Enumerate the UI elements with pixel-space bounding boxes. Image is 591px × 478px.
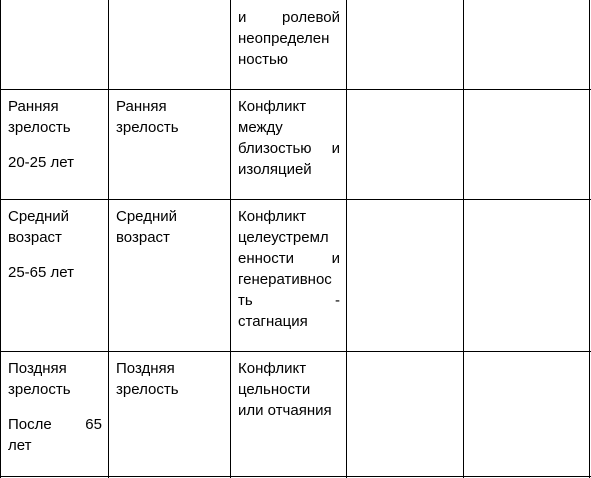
table-cell-row3-period [116, 358, 224, 400]
table-cell-row1-stage [8, 96, 102, 173]
cell-line: Конфликт [238, 98, 307, 115]
table-cell-row3-conflict [238, 358, 340, 421]
table-border-left [0, 0, 1, 478]
cell-line: Конфликт [238, 208, 307, 225]
cell-spacer [8, 400, 102, 414]
cell-line: Ранняя [116, 98, 167, 115]
cell-line: стагнация [238, 313, 308, 330]
cell-line: зрелость [116, 381, 179, 398]
cell-line: енности и [238, 250, 340, 267]
column-divider-1 [108, 0, 109, 478]
cell-line: возраст [116, 229, 170, 246]
cell-line: Средний [116, 208, 177, 225]
cell-line: Конфликт [238, 360, 307, 377]
cell-line: возраст [8, 229, 62, 246]
cell-line: близостью и [238, 140, 340, 157]
row-divider-3 [0, 351, 591, 352]
cell-line: Ранняя [8, 98, 59, 115]
cell-age: 20-25 лет [8, 154, 74, 171]
table-border-bottom [0, 476, 591, 477]
cell-age: лет [8, 437, 32, 454]
cell-line: и ролевой [238, 9, 340, 26]
table-cell-row2-conflict [238, 206, 340, 332]
cell-spacer [8, 248, 102, 262]
row-divider-2 [0, 199, 591, 200]
cell-line: зрелость [8, 381, 71, 398]
table-cell-row0-conflict [238, 7, 340, 70]
cell-line: генеративнос [238, 271, 332, 288]
cell-line: изоляцией [238, 161, 312, 178]
table-border-right [589, 0, 590, 478]
cell-line: ть - [238, 292, 340, 309]
cell-age: 25-65 лет [8, 264, 74, 281]
cell-line: Поздняя [116, 360, 175, 377]
cell-line: зрелость [8, 119, 71, 136]
cell-line: цельности [238, 381, 311, 398]
cell-line: неопределен [238, 30, 330, 47]
cell-line: Поздняя [8, 360, 67, 377]
row-divider-1 [0, 89, 591, 90]
table-cell-row1-period [116, 96, 224, 138]
cell-line: Средний [8, 208, 69, 225]
table-cell-row2-period [116, 206, 224, 248]
column-divider-2 [230, 0, 231, 478]
cell-line: целеустремл [238, 229, 329, 246]
cell-line: между [238, 119, 283, 136]
cell-line: ностью [238, 51, 289, 68]
column-divider-3 [346, 0, 347, 478]
cell-line: или отчаяния [238, 402, 332, 419]
column-divider-4 [463, 0, 464, 478]
table-cell-row1-conflict [238, 96, 340, 180]
cell-age: После 65 [8, 416, 102, 433]
table-cell-row3-stage [8, 358, 102, 456]
table-cell-row2-stage [8, 206, 102, 283]
cell-spacer [8, 138, 102, 152]
cell-line: зрелость [116, 119, 179, 136]
